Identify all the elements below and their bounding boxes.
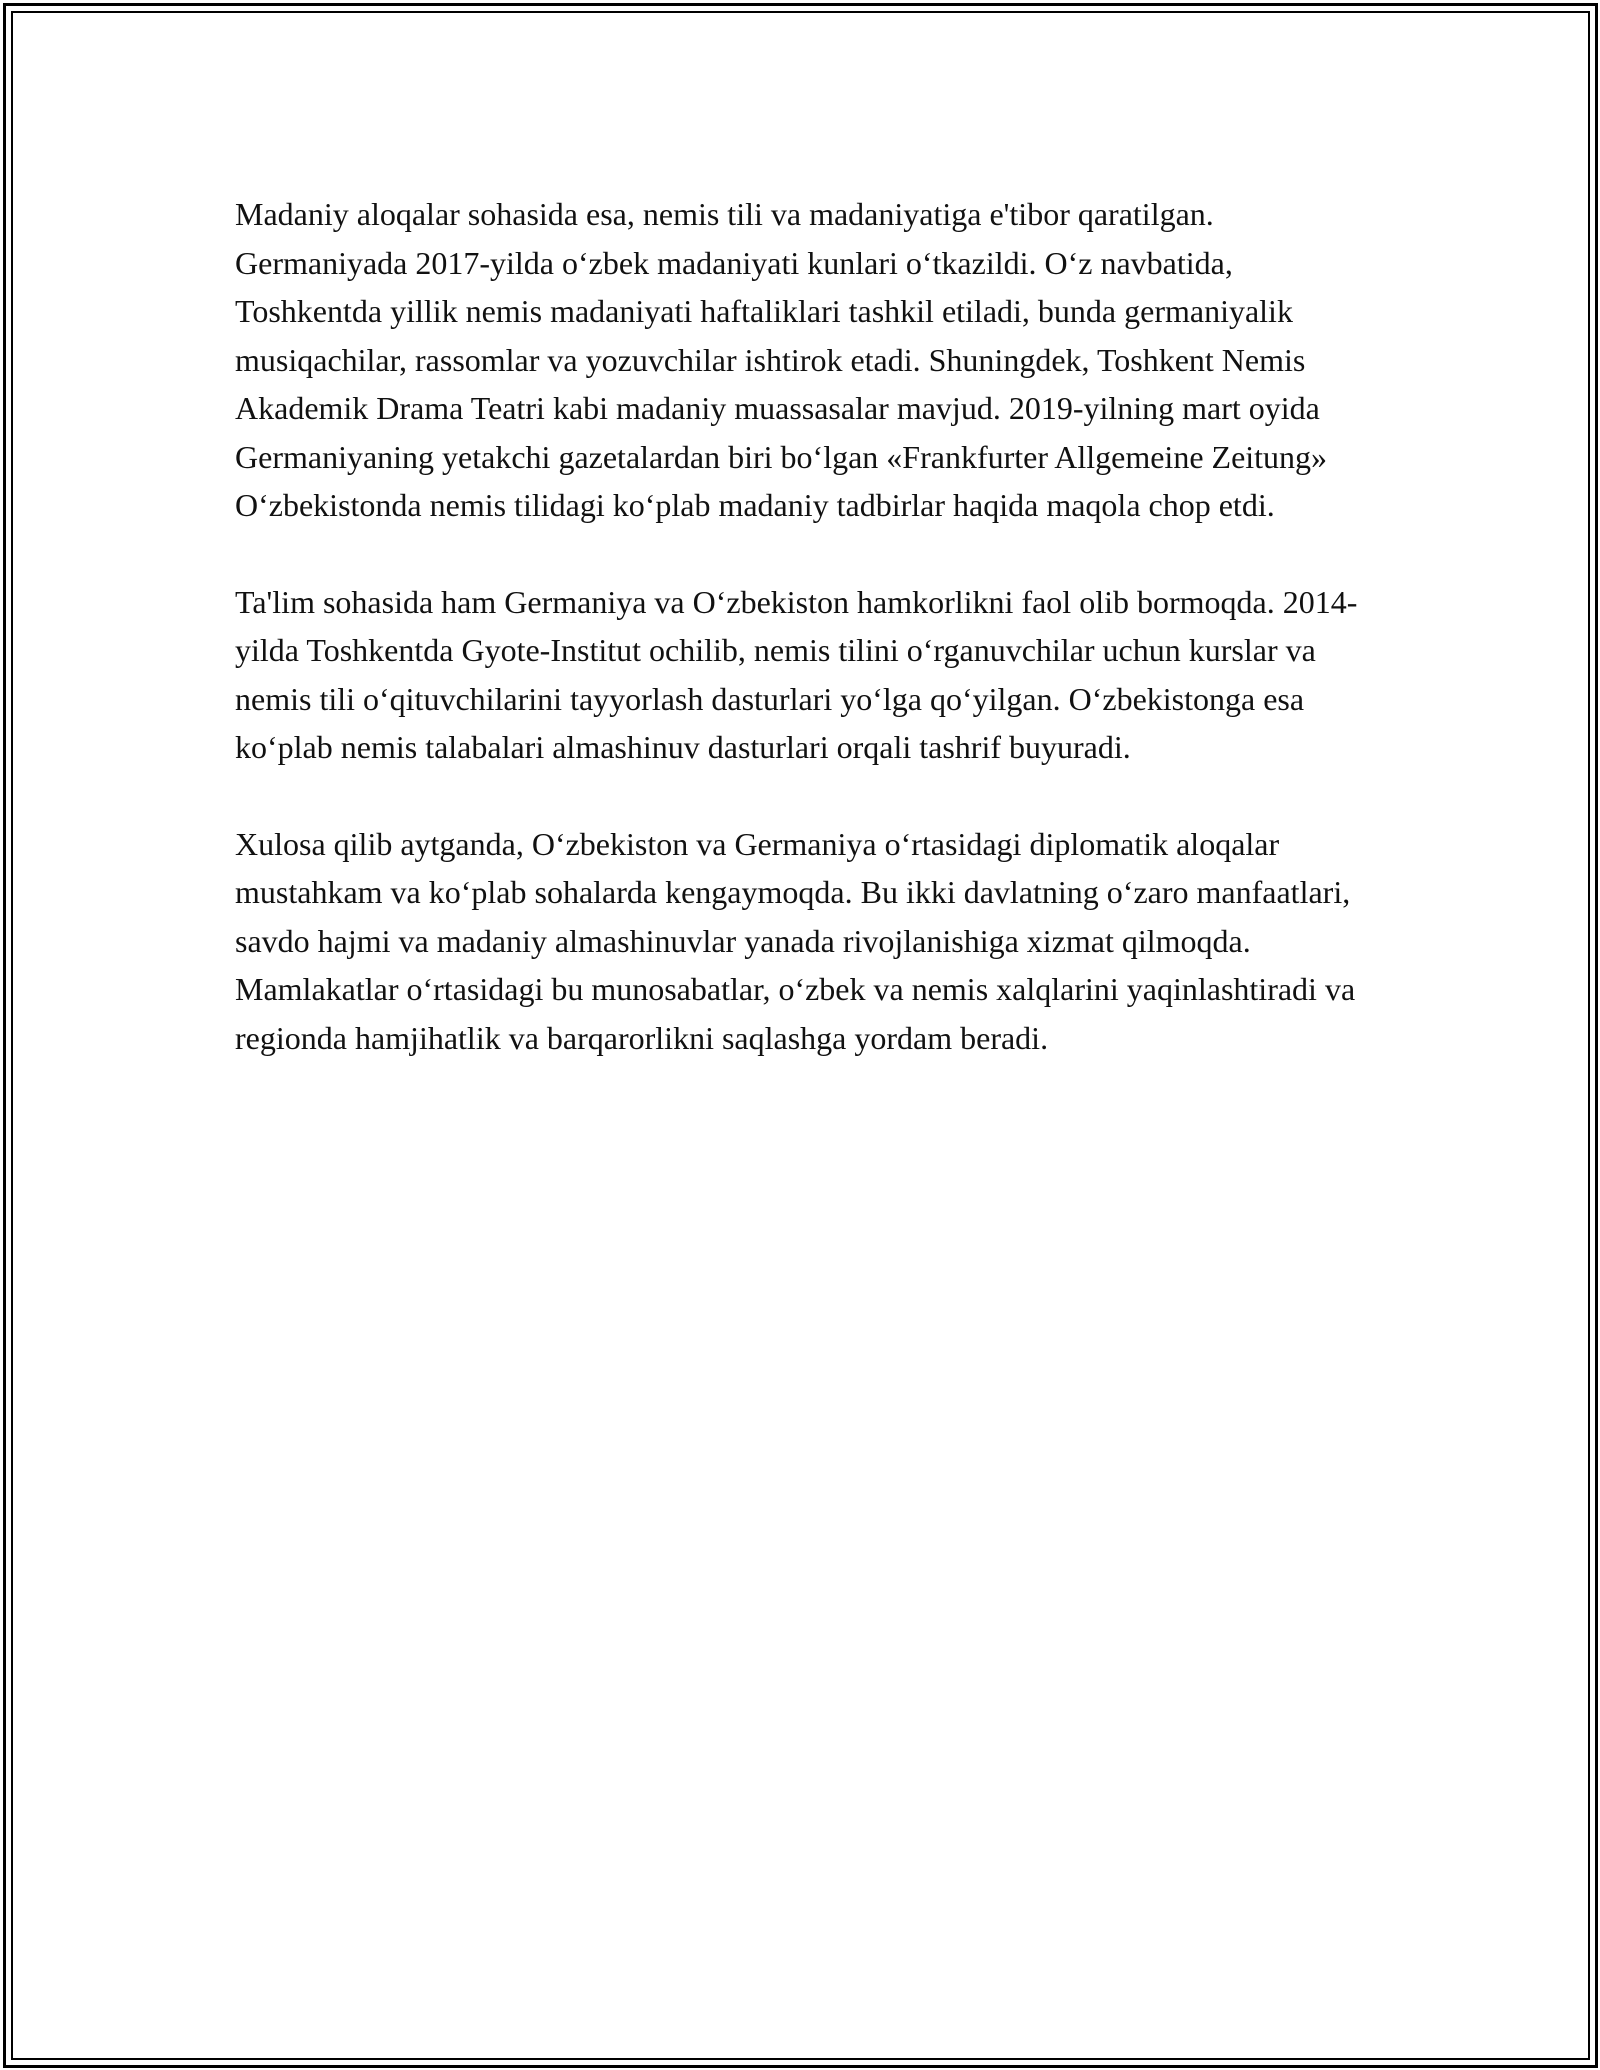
paragraph-conclusion: Xulosa qilib aytganda, O‘zbekiston va Germaniya o‘rtasidagi diplomatik aloqalar mustahkam va ko‘plab sohalarda kengaymoqda. Bu ikki davlatning o‘zaro manfaatlari, savdo hajmi va madaniy almashinuvlar yanada rivojlanishiga xizmat qilmoqda. Mamlakatlar o‘rtasidagi bu munosabatlar, o‘zbek va nemis xalqlarini yaqinlashtiradi va regionda hamjihatlik va barqarorlikni saqlashga yordam beradi. [235, 825, 1356, 1056]
paragraph-cultural-relations: Madaniy aloqalar sohasida esa, nemis tili va madaniyatiga e'tibor qaratilgan. Germaniyada 2017-yilda o‘zbek madaniyati kunlari o‘tkazildi. O‘z navbatida, Toshkentda yillik nemis madaniyati haftaliklari tashkil etiladi, bunda germaniyalik musiqachilar, rassomlar va yozuvchilar ishtirok etadi. Shuningdek, Toshkent Nemis Akademik Drama Teatri kabi madaniy muassasalar mavjud. 2019-yilning mart oyida Germaniyaning yetakchi gazetalardan biri bo‘lgan «Frankfurter Allgemeine Zeitung» O‘zbekistonda nemis tilidagi ko‘plab madaniy tadbirlar haqida maqola chop etdi. [235, 196, 1328, 523]
paragraph-education: Ta'lim sohasida ham Germaniya va O‘zbekiston hamkorlikni faol olib bormoqda. 2014-yilda Toshkentda Gyote-Institut ochilib, nemis tilini o‘rganuvchilar uchun kurslar va nemis tili o‘qituvchilarini tayyorlash dasturlari yo‘lga qo‘yilgan. O‘zbekistonga esa ko‘plab nemis talabalari almashinuv dasturlari orqali tashrif buyuradi. [235, 583, 1358, 765]
document-body [235, 190, 1365, 1110]
